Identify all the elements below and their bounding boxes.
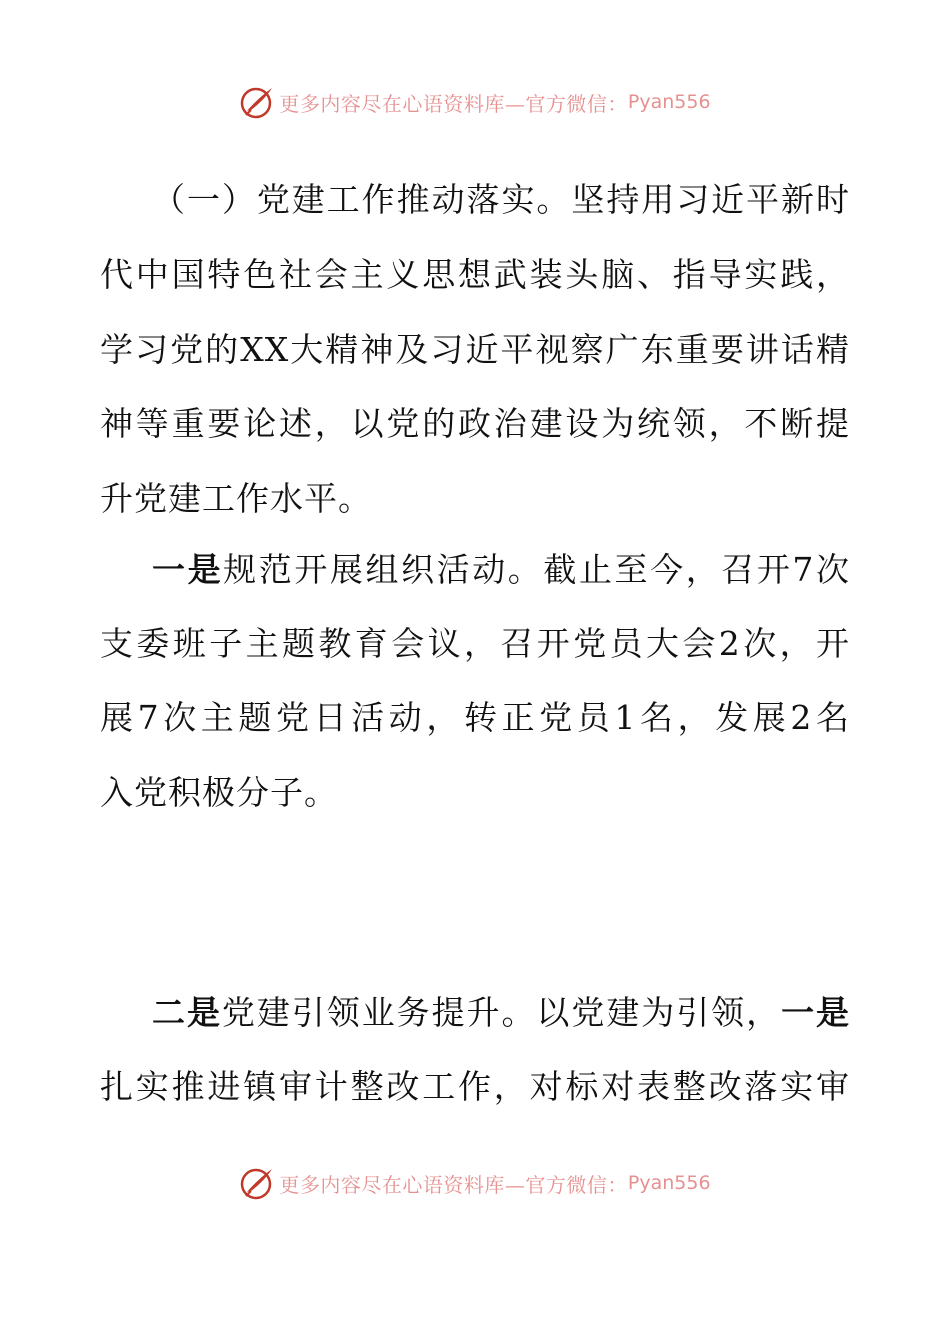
- paragraph-3-line-2: 扎实推进镇审计整改工作，对标对表整改落实审: [100, 1067, 850, 1106]
- wechat-id: Pyan556: [627, 91, 711, 113]
- paragraph-2-line-3: 展7次主题党日活动，转正党员1名，发展2名: [100, 698, 850, 737]
- line-text: 规范开展组织活动。截止至今，召开7次: [223, 550, 850, 589]
- line-text: 党建引领业务提升。以党建为引领，: [221, 993, 782, 1032]
- header-watermark: [0, 82, 950, 122]
- watermark-text: 更多内容尽在心语资料库—官方微信：: [279, 91, 628, 116]
- watermark-text: 更多内容尽在心语资料库—官方微信：: [279, 1172, 628, 1197]
- paragraph-1-line-4: 神等重要论述，以党的政治建设为统领，不断提: [100, 404, 850, 443]
- bold-tail: 一是: [781, 993, 850, 1032]
- bold-lead: 一是: [152, 550, 224, 589]
- paragraph-1-line-5: 升党建工作水平。: [100, 479, 372, 518]
- footer-watermark: [0, 1163, 950, 1203]
- paragraph-1-line-3: 学习党的XX大精神及习近平视察广东重要讲话精: [100, 330, 850, 369]
- paragraph-1-line-2: 代中国特色社会主义思想武装头脑、指导实践，: [100, 255, 850, 294]
- paragraph-2-line-2: 支委班子主题教育会议，召开党员大会2次，开: [100, 624, 850, 663]
- paragraph-3-line-1: [152, 988, 850, 1038]
- paragraph-1-line-1: （一）党建工作推动落实。坚持用习近平新时: [152, 180, 850, 219]
- quill-logo-icon: [239, 1165, 275, 1201]
- quill-logo-icon: [239, 84, 275, 120]
- paragraph-2-line-4: 入党积极分子。: [100, 773, 338, 812]
- paragraph-2-line-1: [152, 545, 850, 595]
- bold-lead: 二是: [152, 993, 222, 1032]
- wechat-id: Pyan556: [627, 1172, 711, 1194]
